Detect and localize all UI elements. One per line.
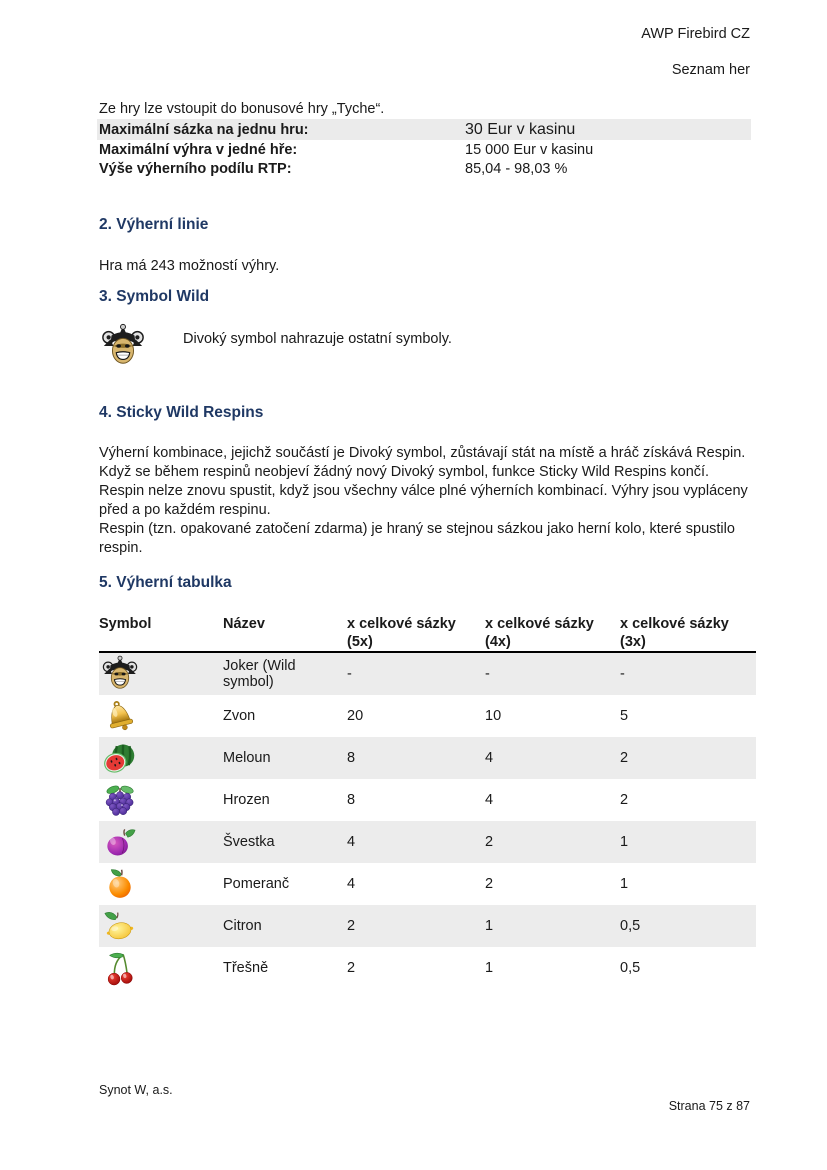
document-subtitle: Seznam her (671, 62, 750, 78)
symbol-name: Joker (Wild symbol) (223, 658, 296, 690)
multiplier-4x: 2 (485, 834, 494, 850)
paytable-row (99, 737, 756, 779)
joker-icon (101, 655, 223, 693)
info-label: Výše výherního podílu RTP: (99, 160, 292, 177)
multiplier-5x: 2 (347, 960, 356, 976)
multiplier-5x: 4 (347, 876, 356, 892)
info-label: Maximální sázka na jednu hru: (99, 121, 309, 138)
paytable-row (99, 653, 756, 695)
column-header-3x: x celkové sázky (3x) (620, 616, 729, 650)
info-row-max-bet (97, 119, 751, 140)
info-value: 85,04 - 98,03 % (465, 160, 568, 177)
multiplier-3x: 0,5 (620, 918, 641, 934)
multiplier-3x: 2 (620, 792, 629, 808)
column-header-4x: x celkové sázky (4x) (485, 616, 594, 650)
info-label: Maximální výhra v jedné hře: (99, 141, 298, 158)
bell-icon (101, 697, 223, 735)
paytable (99, 613, 756, 989)
symbol-name: Švestka (223, 834, 275, 850)
game-info-table (97, 119, 751, 178)
multiplier-5x: 8 (347, 792, 356, 808)
footer-page-number: Strana 75 z 87 (668, 1099, 750, 1113)
column-header-5x: x celkové sázky (5x) (347, 616, 456, 650)
paytable-row (99, 821, 756, 863)
multiplier-4x: 4 (485, 792, 494, 808)
joker-wild-icon (100, 323, 146, 369)
info-value: 30 Eur v kasinu (465, 120, 576, 138)
sticky-wild-respins-text (99, 444, 757, 558)
plum-icon (101, 823, 223, 861)
symbol-name: Třešně (223, 960, 269, 976)
symbol-name: Meloun (223, 750, 271, 766)
multiplier-3x: 1 (620, 876, 629, 892)
multiplier-3x: 1 (620, 834, 629, 850)
info-value: 15 000 Eur v kasinu (465, 141, 594, 158)
respins-paragraph-2: Respin (tzn. opakované zatočení zdarma) je hraný se stejnou sázkou jako herní kolo, které spustilo respin. (99, 521, 735, 556)
grapes-icon (101, 781, 223, 819)
win-lines-text: Hra má 243 možností výhry. (99, 258, 280, 274)
multiplier-5x: 4 (347, 834, 356, 850)
multiplier-4x: 4 (485, 750, 494, 766)
column-header-name: Název (223, 616, 265, 632)
bonus-game-note: Ze hry lze vstoupit do bonusové hry „Tyche“. (99, 101, 385, 117)
wild-symbol-description: Divoký symbol nahrazuje ostatní symboly. (183, 331, 452, 347)
section-heading-paytable: 5. Výherní tabulka (99, 574, 232, 591)
watermelon-icon (101, 739, 223, 777)
multiplier-3x: 0,5 (620, 960, 641, 976)
info-row-rtp (97, 159, 751, 178)
paytable-row (99, 947, 756, 989)
section-heading-win-lines: 2. Výherní linie (99, 216, 209, 233)
paytable-row (99, 695, 756, 737)
section-heading-sticky-wild-respins: 4. Sticky Wild Respins (99, 404, 264, 421)
section-heading-wild-symbol: 3. Symbol Wild (99, 288, 210, 305)
multiplier-4x: 2 (485, 876, 494, 892)
multiplier-5x: 8 (347, 750, 356, 766)
multiplier-4x: 1 (485, 960, 494, 976)
symbol-name: Citron (223, 918, 262, 934)
multiplier-5x: - (347, 666, 352, 682)
multiplier-4x: - (485, 666, 490, 682)
multiplier-3x: 2 (620, 750, 629, 766)
multiplier-3x: 5 (620, 708, 629, 724)
orange-icon (101, 865, 223, 903)
paytable-row (99, 905, 756, 947)
paytable-header-row (99, 613, 756, 653)
multiplier-3x: - (620, 666, 625, 682)
document-title: AWP Firebird CZ (641, 26, 750, 42)
footer-company: Synot W, a.s. (99, 1083, 173, 1097)
column-header-symbol: Symbol (99, 616, 152, 632)
multiplier-5x: 20 (347, 708, 364, 724)
multiplier-4x: 1 (485, 918, 494, 934)
symbol-name: Zvon (223, 708, 256, 724)
multiplier-4x: 10 (485, 708, 502, 724)
multiplier-5x: 2 (347, 918, 356, 934)
symbol-name: Hrozen (223, 792, 270, 808)
paytable-body (99, 653, 756, 989)
cherries-icon (101, 949, 223, 987)
paytable-row (99, 779, 756, 821)
info-row-max-win (97, 140, 751, 159)
respins-paragraph-1: Výherní kombinace, jejichž součástí je Divoký symbol, zůstávají stát na místě a hráč získává Respin. Když se během respinů neobjeví žádný nový Divoký symbol, funkce Sticky Wild Respins končí. Respin nelze znovu spustit, když jsou všechny válce plné výherních kombinací. Výhry jsou vypláceny před a po každém respinu. (99, 445, 748, 518)
symbol-name: Pomeranč (223, 876, 290, 892)
paytable-row (99, 863, 756, 905)
lemon-icon (101, 907, 223, 945)
